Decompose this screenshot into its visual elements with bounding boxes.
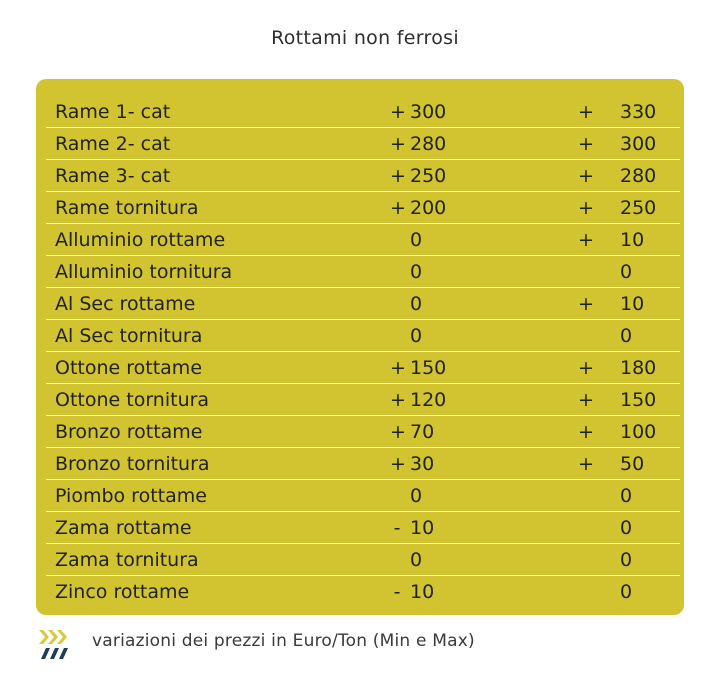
material-name: Rame 3- cat	[55, 165, 171, 187]
min-change-value: 10	[410, 517, 435, 539]
max-change-sign: +	[578, 229, 594, 251]
table-row	[46, 384, 680, 416]
material-name: Zinco rottame	[55, 581, 190, 603]
max-change-value: 0	[620, 261, 633, 283]
max-change-value: 180	[620, 357, 657, 379]
price-table	[46, 96, 680, 608]
table-row	[46, 128, 680, 160]
min-change-value: 30	[410, 453, 435, 475]
max-change-value: 0	[620, 517, 633, 539]
min-change-value: 0	[410, 293, 423, 315]
material-name: Al Sec tornitura	[55, 325, 203, 347]
table-row	[46, 512, 680, 544]
page-title: Rottami non ferrosi	[271, 27, 459, 49]
min-change-sign: +	[390, 133, 406, 155]
min-change-sign: +	[390, 453, 406, 475]
table-row	[46, 288, 680, 320]
table-row	[46, 96, 680, 128]
max-change-value: 0	[620, 325, 633, 347]
material-name: Piombo rottame	[55, 485, 207, 507]
max-change-value: 0	[620, 485, 633, 507]
max-change-value: 0	[620, 549, 633, 571]
min-change-value: 0	[410, 325, 423, 347]
material-name: Alluminio tornitura	[55, 261, 233, 283]
max-change-sign: +	[578, 197, 594, 219]
min-change-value: 0	[410, 485, 423, 507]
max-change-value: 280	[620, 165, 657, 187]
table-row	[46, 448, 680, 480]
material-name: Zama rottame	[55, 517, 192, 539]
table-row	[46, 192, 680, 224]
max-change-sign: +	[578, 133, 594, 155]
min-change-value: 120	[410, 389, 447, 411]
min-change-value: 0	[410, 229, 423, 251]
min-change-value: 300	[410, 101, 447, 123]
material-name: Bronzo rottame	[55, 421, 203, 443]
max-change-value: 150	[620, 389, 657, 411]
min-change-sign: +	[390, 389, 406, 411]
chevron-stripes-logo-icon	[36, 626, 72, 662]
footer	[0, 626, 720, 666]
material-name: Bronzo tornitura	[55, 453, 210, 475]
min-change-value: 0	[410, 261, 423, 283]
table-row	[46, 544, 680, 576]
footnote: variazioni dei prezzi in Euro/Ton (Min e Max)	[92, 631, 475, 651]
max-change-sign: +	[578, 421, 594, 443]
min-change-sign: -	[393, 517, 401, 539]
material-name: Ottone tornitura	[55, 389, 210, 411]
min-change-sign: +	[390, 421, 406, 443]
max-change-sign: +	[578, 293, 594, 315]
table-row	[46, 256, 680, 288]
table-row	[46, 416, 680, 448]
min-change-sign: -	[393, 581, 401, 603]
max-change-value: 0	[620, 581, 633, 603]
min-change-sign: +	[390, 357, 406, 379]
material-name: Al Sec rottame	[55, 293, 196, 315]
material-name: Rame 1- cat	[55, 101, 171, 123]
min-change-value: 250	[410, 165, 447, 187]
min-change-value: 280	[410, 133, 447, 155]
min-change-sign: +	[390, 101, 406, 123]
max-change-sign: +	[578, 453, 594, 475]
table-row	[46, 352, 680, 384]
material-name: Ottone rottame	[55, 357, 203, 379]
material-name: Rame 2- cat	[55, 133, 171, 155]
max-change-sign: +	[578, 101, 594, 123]
max-change-sign: +	[578, 165, 594, 187]
max-change-value: 300	[620, 133, 657, 155]
table-row	[46, 576, 680, 608]
table-row	[46, 160, 680, 192]
max-change-value: 10	[620, 229, 645, 251]
min-change-sign: +	[390, 197, 406, 219]
min-change-sign: +	[390, 165, 406, 187]
max-change-value: 250	[620, 197, 657, 219]
max-change-value: 10	[620, 293, 645, 315]
min-change-value: 150	[410, 357, 447, 379]
min-change-value: 10	[410, 581, 435, 603]
material-name: Rame tornitura	[55, 197, 199, 219]
max-change-sign: +	[578, 357, 594, 379]
table-row	[46, 224, 680, 256]
material-name: Alluminio rottame	[55, 229, 226, 251]
material-name: Zama tornitura	[55, 549, 199, 571]
min-change-value: 0	[410, 549, 423, 571]
table-row	[46, 320, 680, 352]
min-change-value: 70	[410, 421, 435, 443]
max-change-value: 50	[620, 453, 645, 475]
min-change-value: 200	[410, 197, 447, 219]
max-change-sign: +	[578, 389, 594, 411]
max-change-value: 100	[620, 421, 657, 443]
max-change-value: 330	[620, 101, 657, 123]
table-row	[46, 480, 680, 512]
